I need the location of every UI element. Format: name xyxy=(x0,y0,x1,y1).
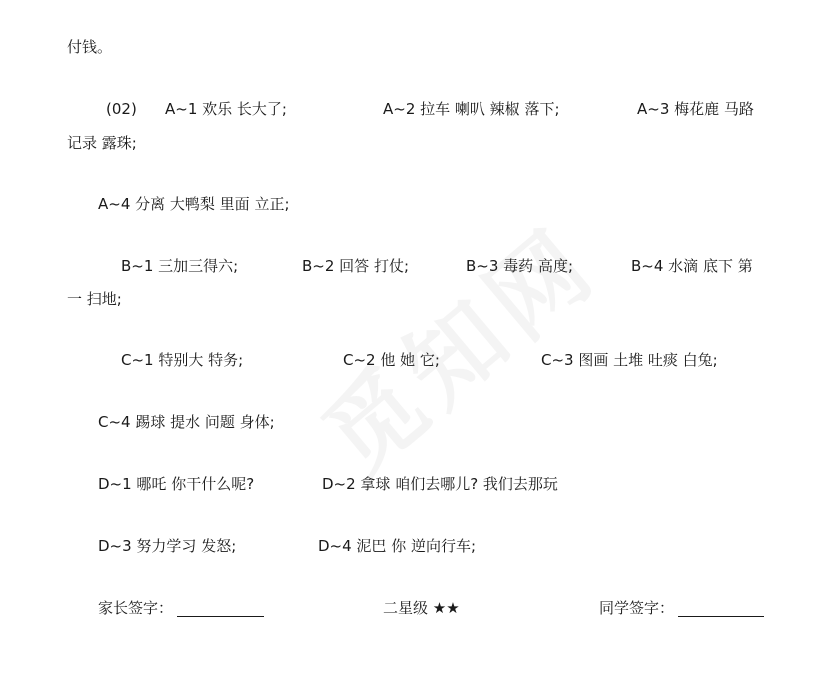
answer-a4: A~4 分离 大鸭梨 里面 立正; xyxy=(98,195,290,213)
answer-d2: D~2 拿球 咱们去哪儿? 我们去那玩 xyxy=(322,475,558,493)
answer-b4: B~4 水滴 底下 第 xyxy=(631,257,753,275)
parent-signature-line xyxy=(177,616,264,617)
answer-a1: A~1 欢乐 长大了; xyxy=(165,100,287,118)
student-signature-label: 同学签字： xyxy=(599,599,675,617)
watermark xyxy=(290,191,622,500)
parent-signature-label: 家长签字： xyxy=(98,599,174,617)
answer-b1: B~1 三加三得六; xyxy=(121,257,239,275)
answer-c4: C~4 踢球 提水 问题 身体; xyxy=(98,413,275,431)
answer-d3: D~3 努力学习 发怒; xyxy=(98,537,237,555)
answer-d1: D~1 哪吒 你干什么呢? xyxy=(98,475,255,493)
student-signature-line xyxy=(678,616,764,617)
grade-label: 二星级 ★★ xyxy=(383,599,460,617)
answer-b3: B~3 毒药 高度; xyxy=(466,257,573,275)
answer-b4-cont: 一 扫地; xyxy=(67,290,122,308)
answer-a3-cont: 记录 露珠; xyxy=(67,134,137,152)
answer-c2: C~2 他 她 它; xyxy=(343,351,440,369)
answer-d4: D~4 泥巴 你 逆向行车; xyxy=(318,537,477,555)
answer-a2: A~2 拉车 喇叭 辣椒 落下; xyxy=(383,100,560,118)
answer-b2: B~2 回答 打仗; xyxy=(302,257,409,275)
answer-c3: C~3 图画 土堆 吐痰 白兔; xyxy=(541,351,718,369)
answer-a3: A~3 梅花鹿 马路 xyxy=(637,100,754,118)
question-number: (02) xyxy=(106,100,137,118)
intro-text: 付钱。 xyxy=(67,38,113,56)
answer-c1: C~1 特别大 特务; xyxy=(121,351,244,369)
